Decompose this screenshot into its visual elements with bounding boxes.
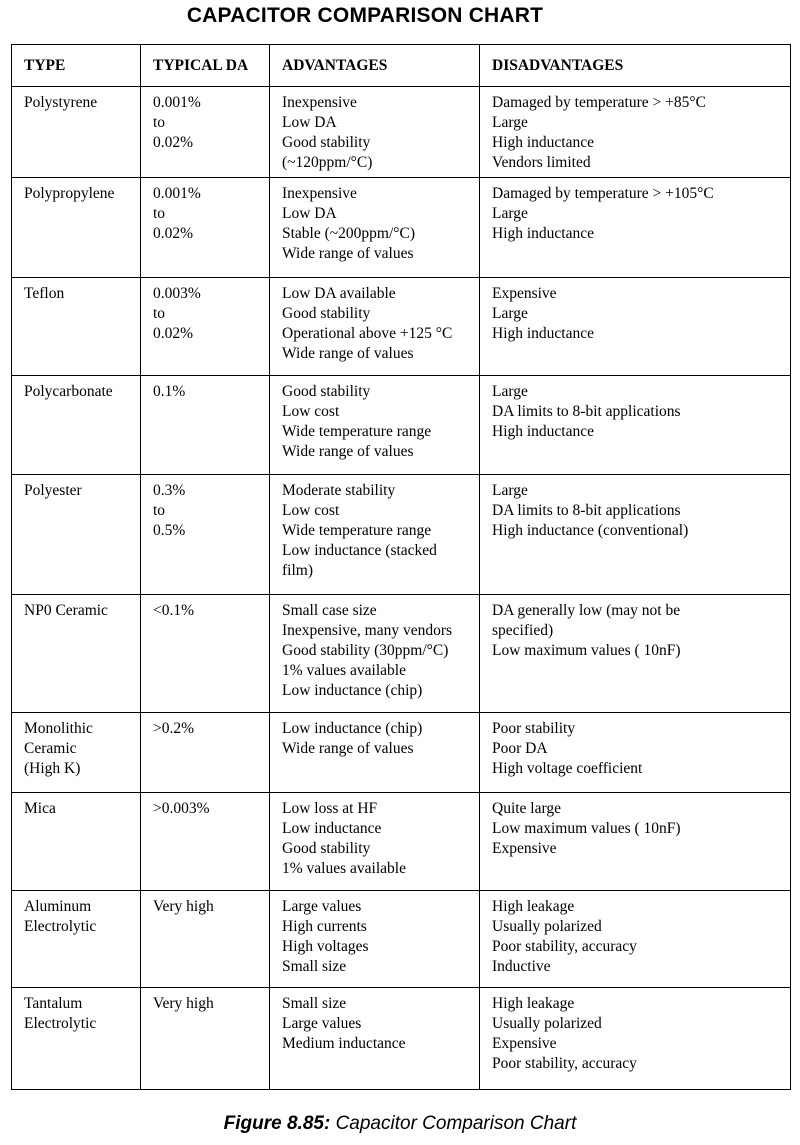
cell-advantages-line: High voltages [282,938,369,955]
cell-advantages-line: Small size [282,958,347,975]
cell-advantages-line: film) [282,562,313,579]
cell-advantages-line: Good stability [282,134,371,151]
cell-disadvantages-line: Expensive [492,1035,557,1052]
cell-disadvantages-line: Poor stability, accuracy [492,1055,637,1072]
table-row [12,988,791,1090]
cell-advantages-line: Low inductance [282,820,382,837]
cell-disadvantages-line: Low maximum values ( 10nF) [492,642,681,659]
table-row [12,475,791,595]
cell-type [12,178,141,278]
cell-disadvantages-line: Damaged by temperature > +85°C [492,94,706,111]
cell-typical-da [141,376,270,475]
header-typical-da: TYPICAL DA [141,45,270,87]
cell-disadvantages-line: Quite large [492,800,562,817]
cell-disadvantages-line: Large [492,305,528,322]
table-row [12,891,791,988]
table-row [12,376,791,475]
cell-disadvantages-line: High inductance (conventional) [492,522,689,539]
cell-advantages-line: Low cost [282,403,340,420]
cell-advantages-line: Wide range of values [282,245,414,262]
cell-disadvantages-line: Poor DA [492,740,548,757]
cell-disadvantages-line: High inductance [492,423,595,440]
cell-disadvantages [480,988,791,1090]
table-row [12,178,791,278]
cell-type [12,891,141,988]
cell-typical-da-line: Very high [153,898,214,915]
cell-type-line: Monolithic [24,720,93,737]
table-row [12,713,791,793]
cell-advantages-line: High currents [282,918,367,935]
cell-disadvantages [480,713,791,793]
cell-typical-da [141,87,270,178]
cell-advantages [270,475,480,595]
cell-typical-da-line: 0.5% [153,522,186,539]
table-body [12,87,791,1090]
cell-disadvantages-line: High leakage [492,995,575,1012]
cell-advantages-line: Low cost [282,502,340,519]
cell-advantages [270,595,480,713]
cell-typical-da-line: 0.001% [153,94,201,111]
cell-advantages-line: Large values [282,898,362,915]
cell-typical-da [141,713,270,793]
cell-advantages-line: Large values [282,1015,362,1032]
cell-disadvantages-line: Large [492,383,528,400]
cell-advantages-line: Moderate stability [282,482,396,499]
cell-type-line: Electrolytic [24,918,97,935]
cell-advantages-line: Operational above +125 °C [282,325,453,342]
cell-disadvantages-line: Large [492,114,528,131]
cell-type-line: Tantalum [24,995,83,1012]
cell-type [12,793,141,891]
cell-disadvantages-line: High inductance [492,325,595,342]
cell-type [12,713,141,793]
figure-caption-label: Figure 8.85: [223,1113,331,1134]
cell-type [12,376,141,475]
cell-advantages [270,87,480,178]
figure-caption-text: Capacitor Comparison Chart [335,1113,577,1134]
cell-type-line: Polycarbonate [24,383,113,400]
header-disadvantages: DISADVANTAGES [480,45,791,87]
cell-disadvantages-line: High leakage [492,898,575,915]
cell-disadvantages-line: DA generally low (may not be [492,602,681,619]
cell-typical-da [141,178,270,278]
cell-advantages-line: Low inductance (stacked [282,542,437,559]
cell-type [12,87,141,178]
cell-advantages-line: 1% values available [282,662,406,679]
cell-type-line: Polyester [24,482,82,499]
cell-disadvantages-line: High inductance [492,225,595,242]
cell-typical-da-line: 0.3% [153,482,186,499]
cell-advantages-line: Small case size [282,602,377,619]
cell-type-line: (High K) [24,760,81,777]
cell-advantages [270,376,480,475]
cell-advantages-line: Stable (~200ppm/°C) [282,225,415,242]
cell-advantages-line: Wide range of values [282,443,414,460]
cell-disadvantages [480,891,791,988]
figure-caption [0,1113,800,1135]
cell-typical-da [141,891,270,988]
cell-advantages [270,891,480,988]
cell-advantages-line: Wide temperature range [282,522,432,539]
cell-disadvantages-line: High voltage coefficient [492,760,643,777]
cell-advantages-line: 1% values available [282,860,406,877]
cell-advantages-line: Low loss at HF [282,800,378,817]
cell-disadvantages-line: Large [492,205,528,222]
cell-advantages [270,793,480,891]
cell-disadvantages-line: Poor stability, accuracy [492,938,637,955]
cell-advantages [270,988,480,1090]
cell-disadvantages [480,87,791,178]
cell-advantages-line: Low inductance (chip) [282,720,423,737]
cell-advantages-line: Low DA [282,205,337,222]
cell-advantages-line: Wide range of values [282,345,414,362]
cell-disadvantages-line: Usually polarized [492,1015,602,1032]
cell-type-line: Polystyrene [24,94,98,111]
cell-disadvantages-line: Expensive [492,840,557,857]
cell-typical-da-line: 0.02% [153,134,194,151]
cell-advantages [270,278,480,376]
cell-disadvantages-line: Expensive [492,285,557,302]
cell-disadvantages-line: Inductive [492,958,551,975]
cell-disadvantages-line: Low maximum values ( 10nF) [492,820,681,837]
cell-typical-da-line: 0.001% [153,185,201,202]
table-row [12,793,791,891]
cell-advantages-line: Good stability [282,305,371,322]
cell-type-line: Mica [24,800,56,817]
cell-type [12,278,141,376]
cell-type-line: Electrolytic [24,1015,97,1032]
cell-advantages-line: Small size [282,995,347,1012]
cell-typical-da-line: to [153,305,166,322]
cell-type [12,475,141,595]
cell-type-line: Aluminum [24,898,92,915]
cell-typical-da-line: >0.003% [153,800,210,817]
cell-advantages-line: Good stability [282,383,371,400]
cell-typical-da-line: 0.02% [153,325,194,342]
cell-typical-da-line: >0.2% [153,720,195,737]
cell-typical-da-line: 0.1% [153,383,186,400]
cell-disadvantages [480,595,791,713]
cell-disadvantages [480,278,791,376]
table-header-row [12,45,791,87]
cell-type-line: Teflon [24,285,65,302]
cell-disadvantages-line: specified) [492,622,554,639]
cell-advantages-line: Wide range of values [282,740,414,757]
header-type: TYPE [12,45,141,87]
capacitor-comparison-table [11,44,791,1090]
cell-type-line: Polypropylene [24,185,115,202]
cell-typical-da-line: to [153,205,166,222]
table-row [12,595,791,713]
cell-disadvantages-line: Poor stability [492,720,576,737]
cell-disadvantages-line: Vendors limited [492,154,591,171]
cell-disadvantages [480,475,791,595]
cell-disadvantages-line: High inductance [492,134,595,151]
cell-advantages-line: Inexpensive, many vendors [282,622,453,639]
cell-advantages-line: Good stability [282,840,371,857]
table-row [12,87,791,178]
cell-typical-da [141,595,270,713]
cell-type-line: Ceramic [24,740,77,757]
header-advantages: ADVANTAGES [270,45,480,87]
cell-typical-da-line: to [153,502,166,519]
cell-disadvantages-line: Usually polarized [492,918,602,935]
cell-typical-da [141,988,270,1090]
cell-advantages [270,178,480,278]
cell-typical-da-line: to [153,114,166,131]
cell-typical-da [141,793,270,891]
cell-advantages-line: Inexpensive [282,185,357,202]
cell-advantages-line: Low inductance (chip) [282,682,423,699]
cell-disadvantages-line: Large [492,482,528,499]
cell-advantages-line: Inexpensive [282,94,357,111]
cell-advantages-line: Good stability (30ppm/°C) [282,642,449,659]
cell-disadvantages [480,178,791,278]
cell-disadvantages [480,793,791,891]
cell-type-line: NP0 Ceramic [24,602,108,619]
cell-disadvantages [480,376,791,475]
cell-advantages [270,713,480,793]
cell-advantages-line: Medium inductance [282,1035,406,1052]
cell-type [12,988,141,1090]
table-row [12,278,791,376]
cell-typical-da-line: <0.1% [153,602,195,619]
cell-disadvantages-line: DA limits to 8-bit applications [492,502,681,519]
cell-typical-da [141,475,270,595]
cell-typical-da-line: 0.02% [153,225,194,242]
cell-typical-da-line: Very high [153,995,214,1012]
cell-advantages-line: Low DA [282,114,337,131]
cell-advantages-line: (~120ppm/°C) [282,154,373,171]
cell-disadvantages-line: Damaged by temperature > +105°C [492,185,714,202]
cell-typical-da-line: 0.003% [153,285,201,302]
cell-type [12,595,141,713]
cell-advantages-line: Wide temperature range [282,423,432,440]
cell-disadvantages-line: DA limits to 8-bit applications [492,403,681,420]
page-title: CAPACITOR COMPARISON CHART [186,4,544,27]
cell-advantages-line: Low DA available [282,285,396,302]
cell-typical-da [141,278,270,376]
